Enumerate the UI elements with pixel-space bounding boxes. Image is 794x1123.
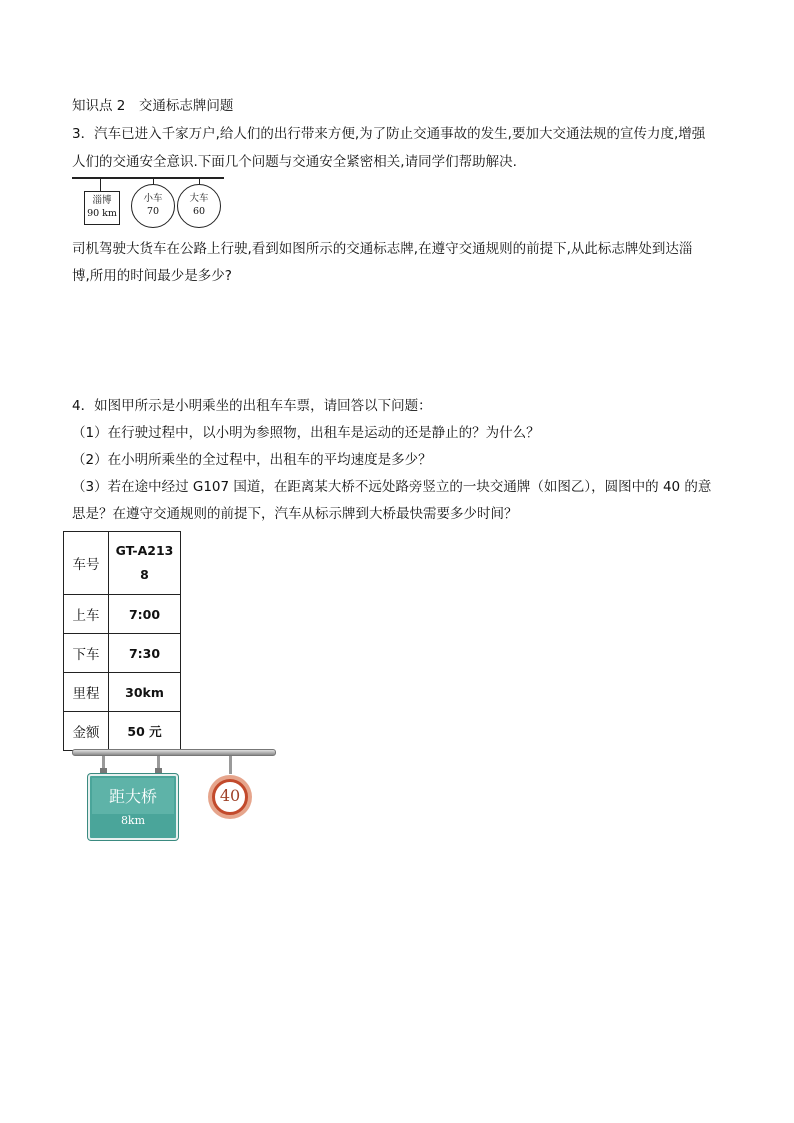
small-car-label: 小车 — [143, 193, 163, 204]
taxi-ticket-table — [63, 531, 181, 751]
big-car-speed: 60 — [192, 206, 206, 217]
q3-text-line-4: 博,所用的时间最少是多少? — [72, 268, 232, 284]
ticket-value: 7:00 — [109, 595, 181, 634]
ticket-key: 里程 — [64, 673, 109, 712]
destination-distance-sign — [84, 191, 120, 225]
table-row — [64, 673, 181, 712]
q4-sub-question-3-line-2: 思是？在遵守交通规则的前提下，汽车从标示牌到大桥最快需要多少时间？ — [72, 506, 518, 522]
big-car-speed-sign — [177, 184, 221, 228]
section-heading: 知识点 2 交通标志牌问题 — [72, 98, 234, 114]
bridge-distance-sign — [88, 774, 178, 840]
ticket-key: 金额 — [64, 712, 109, 751]
sign-pole — [100, 179, 101, 191]
ticket-value-line: GT-A213 — [115, 543, 174, 558]
traffic-sign-figure — [72, 172, 232, 234]
q3-text-line-3: 司机驾驶大货车在公路上行驶,看到如图所示的交通标志牌,在遵守交通规则的前提下,从此标志牌处到达淄 — [72, 241, 693, 257]
table-row — [64, 532, 181, 595]
bridge-road-sign-figure — [72, 746, 278, 842]
sign-crossbar — [72, 177, 224, 179]
q4-sub-question-3-line-1: （3）若在途中经过 G107 国道，在距离某大桥不远处路旁竖立的一块交通牌（如图乙），圆图中的 40 的意 — [72, 479, 712, 495]
q4-sub-question-1: （1）在行驶过程中，以小明为参照物，出租车是运动的还是静止的？为什么？ — [72, 425, 540, 441]
ticket-value: 7:30 — [109, 634, 181, 673]
ticket-value: 30km — [109, 673, 181, 712]
table-row — [64, 595, 181, 634]
ticket-key: 上车 — [64, 595, 109, 634]
big-car-label: 大车 — [189, 193, 209, 204]
q4-sub-question-2: （2）在小明所乘坐的全过程中，出租车的平均速度是多少？ — [72, 452, 432, 468]
q3-text-line-2: 人们的交通安全意识.下面几个问题与交通安全紧密相关,请同学们帮助解决. — [72, 154, 517, 170]
q4-intro: 4．如图甲所示是小明乘坐的出租车车票，请回答以下问题： — [72, 398, 432, 414]
ticket-key: 车号 — [64, 532, 109, 595]
q3-text-line-1: 3．汽车已进入千家万户,给人们的出行带来方便,为了防止交通事故的发生,要加大交通法规的宣传力度,增强 — [72, 126, 706, 142]
small-car-speed-sign — [131, 184, 175, 228]
ticket-value: 50 元 — [109, 712, 181, 751]
destination-name: 淄博 — [92, 195, 112, 206]
bridge-distance-value: 8km — [120, 814, 146, 827]
destination-distance: 90 km — [87, 208, 117, 219]
sign-gantry-rail — [72, 749, 276, 756]
sign-hanger — [229, 756, 232, 774]
bridge-distance-title: 距大桥 — [108, 787, 157, 806]
speed-limit-value: 40 — [219, 786, 241, 805]
small-car-speed: 70 — [146, 206, 160, 217]
speed-limit-sign — [208, 775, 252, 819]
ticket-key: 下车 — [64, 634, 109, 673]
table-row — [64, 634, 181, 673]
ticket-value-line: 8 — [140, 567, 149, 582]
ticket-value — [109, 532, 181, 595]
table-row — [64, 712, 181, 751]
